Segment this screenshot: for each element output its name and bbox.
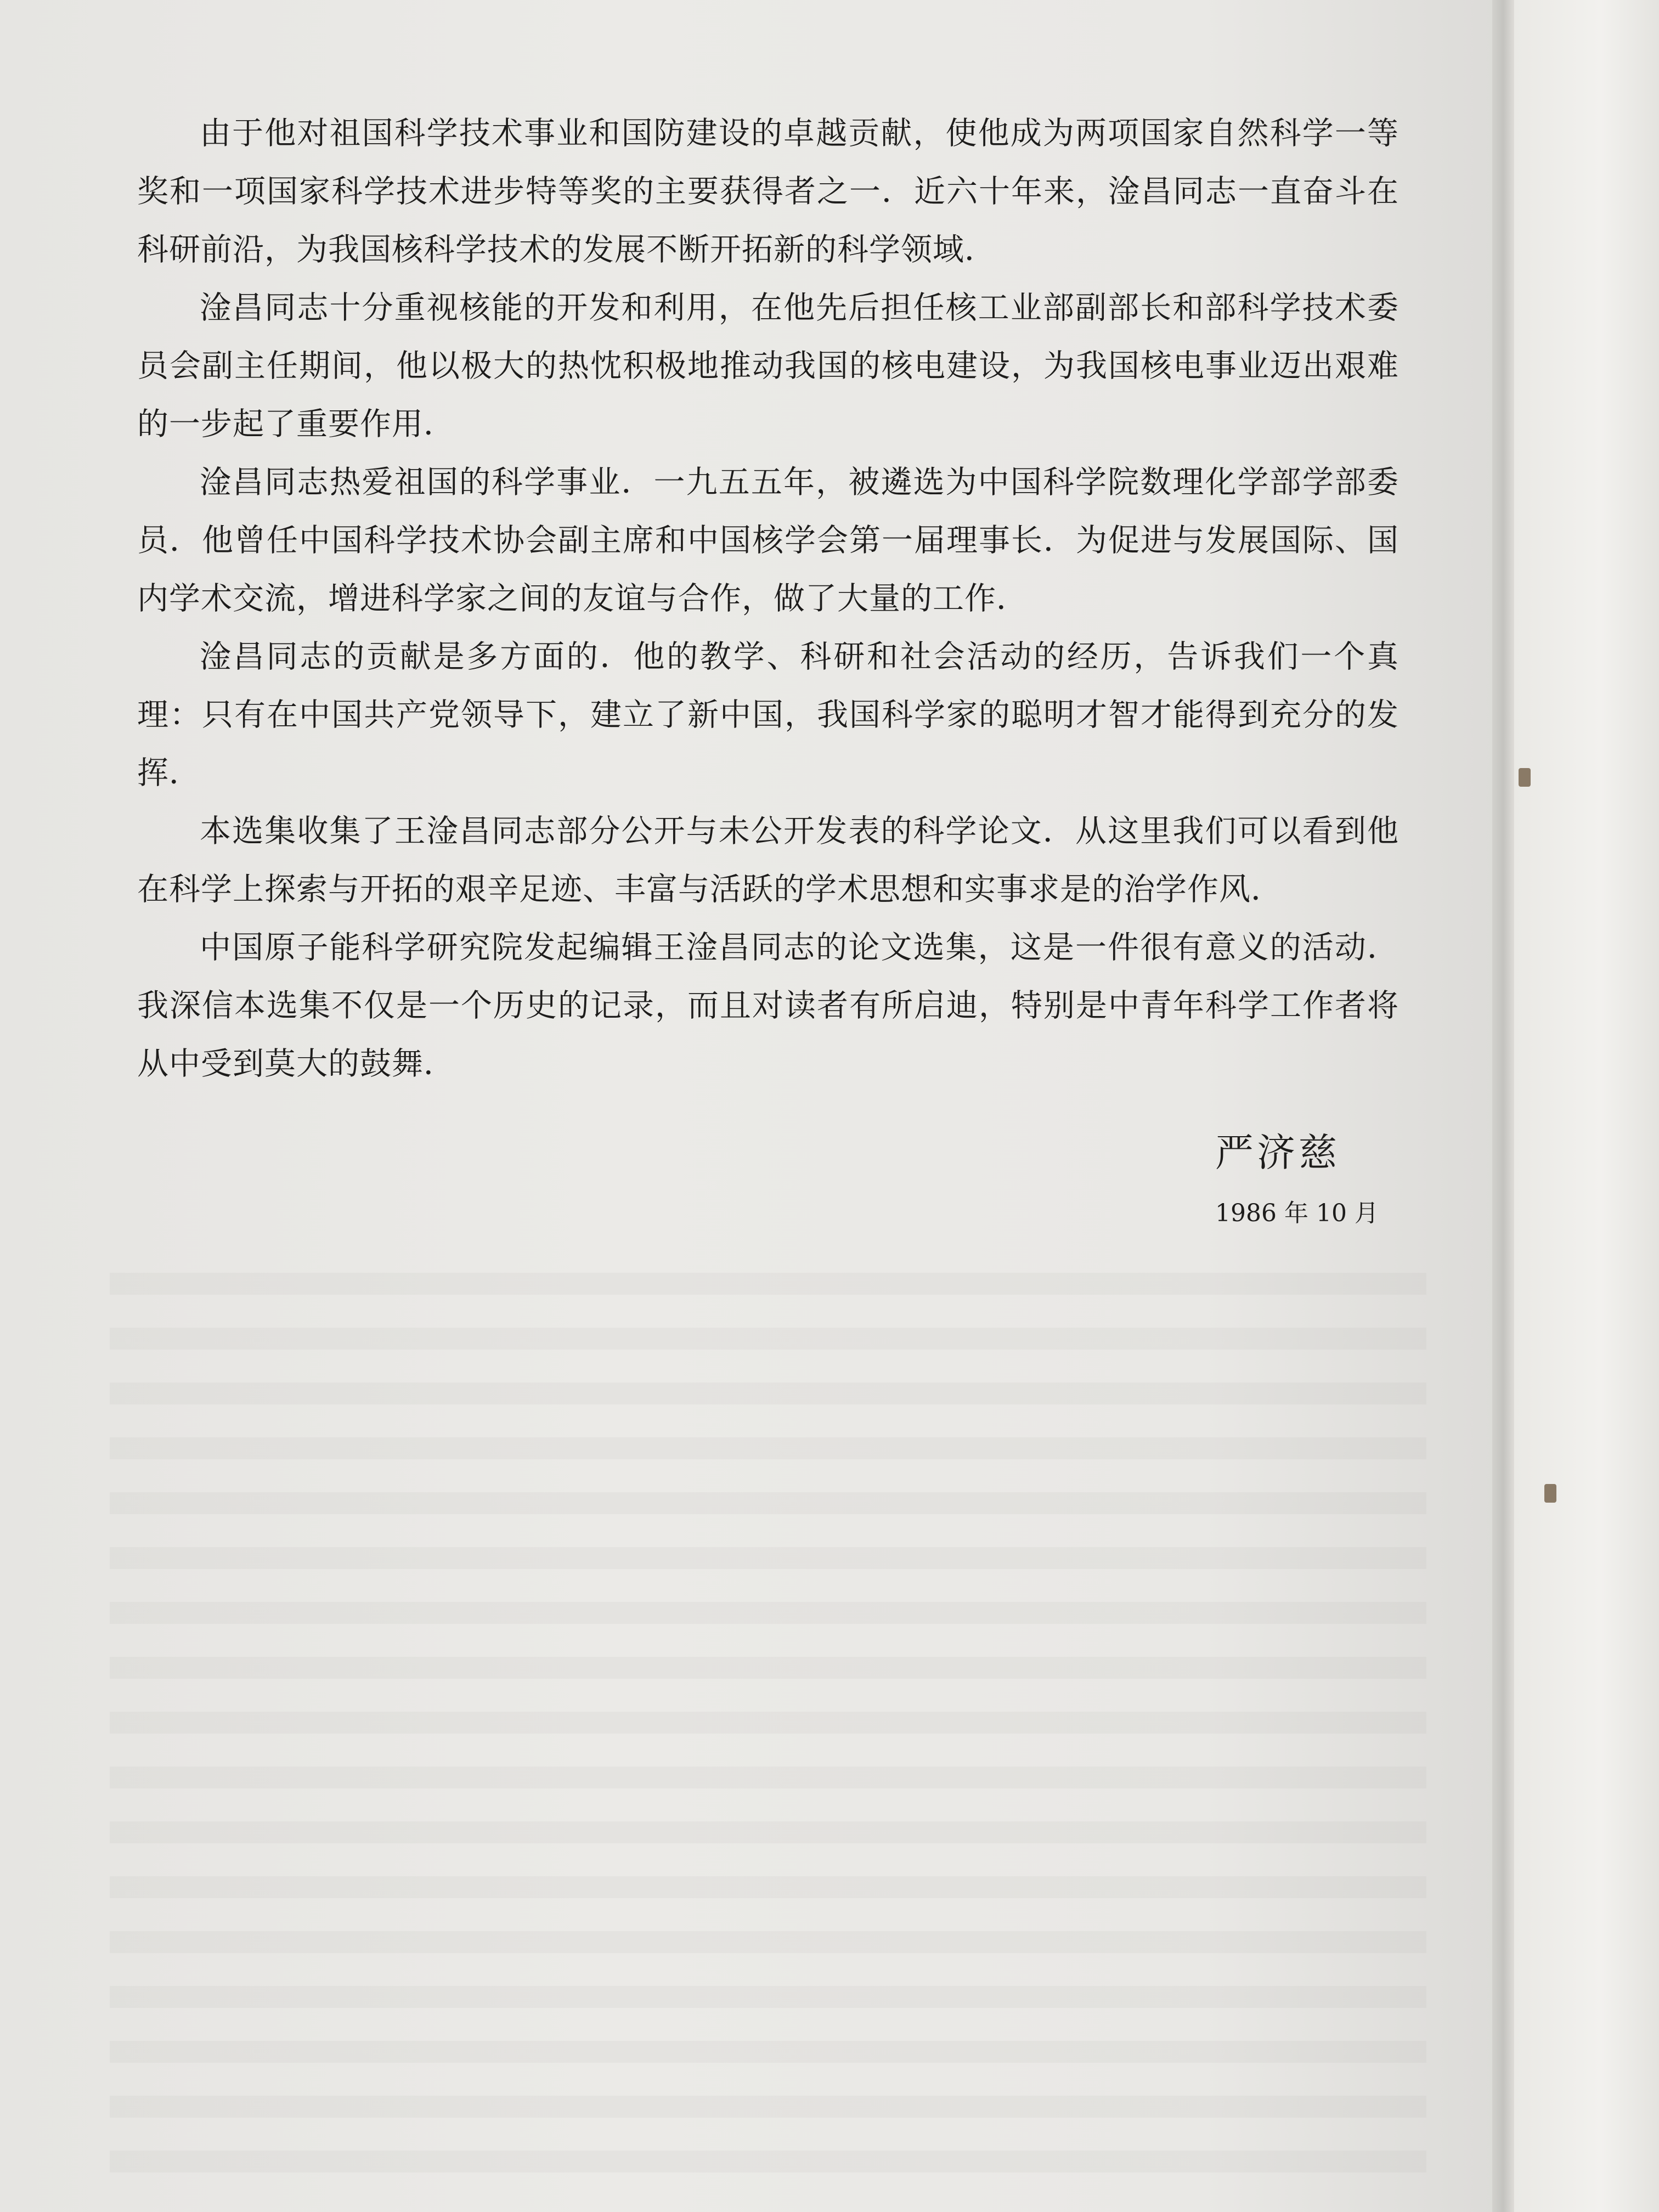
staple-mark <box>1544 1484 1556 1503</box>
paragraph-1: 由于他对祖国科学技术事业和国防建设的卓越贡献，使他成为两项国家自然科学一等奖和一项国家科学技术进步特等奖的主要获得者之一．近六十年来，淦昌同志一直奋斗在科研前沿，为我国核科学技术的发展不断开拓新的科学领域． <box>137 115 1399 268</box>
body-text <box>137 104 1399 1093</box>
book-cover-edge <box>1514 0 1659 2212</box>
show-through-texture <box>110 1240 1426 2172</box>
paragraph-5: 本选集收集了王淦昌同志部分公开与未公开发表的科学论文．从这里我们可以看到他在科学上探索与开拓的艰辛足迹、丰富与活跃的学术思想和实事求是的治学作风． <box>137 813 1399 907</box>
paragraph-6: 中国原子能科学研究院发起编辑王淦昌同志的论文选集，这是一件很有意义的活动．我深信本选集不仅是一个历史的记录，而且对读者有所启迪，特别是中青年科学工作者将从中受到莫大的鼓舞． <box>137 929 1399 1082</box>
signature-date: 1986 年 10 月 <box>1215 1199 1379 1227</box>
page-edge <box>1492 0 1514 2212</box>
paragraph-2: 淦昌同志十分重视核能的开发和利用，在他先后担任核工业部副部长和部科学技术委员会副主任期间，他以极大的热忱积极地推动我国的核电建设，为我国核电事业迈出艰难的一步起了重要作用． <box>137 290 1399 442</box>
staple-mark <box>1519 768 1531 787</box>
paragraph-3: 淦昌同志热爱祖国的科学事业．一九五五年，被遴选为中国科学院数理化学部学部委员．他曾任中国科学技术协会副主席和中国核学会第一届理事长．为促进与发展国际、国内学术交流，增进科学家之间的友谊与合作，做了大量的工作． <box>137 464 1399 617</box>
paragraph-4: 淦昌同志的贡献是多方面的．他的教学、科研和社会活动的经历，告诉我们一个真理：只有在中国共产党领导下，建立了新中国，我国科学家的聪明才智才能得到充分的发挥． <box>137 639 1399 791</box>
author-signature: 严济慈 <box>1215 1130 1340 1175</box>
